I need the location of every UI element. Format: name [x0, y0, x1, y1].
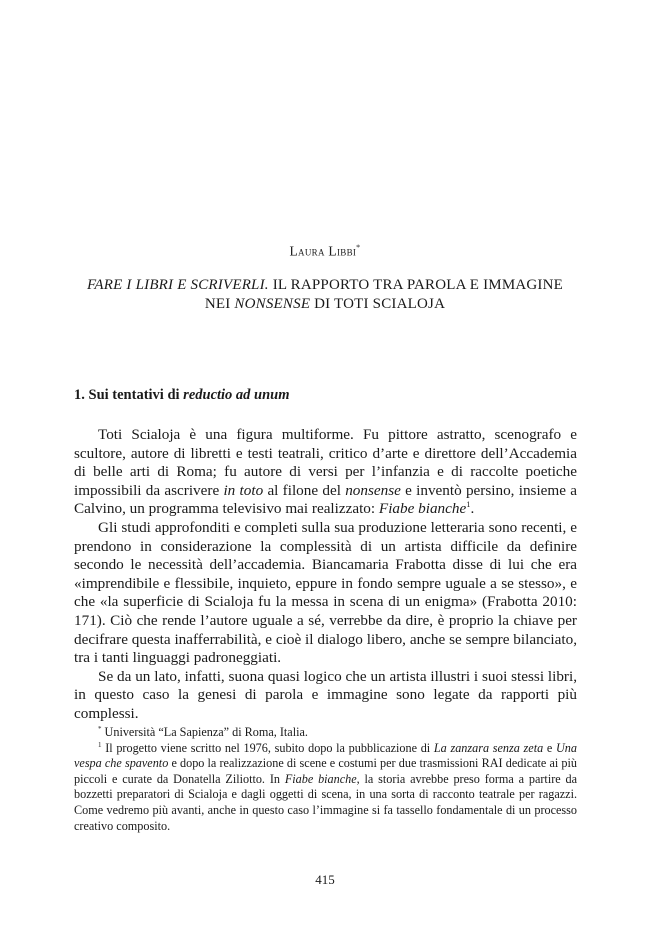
paragraph-3: Se da un lato, infatti, suona quasi logico che un artista illustri i suoi stessi libri, in questo caso la genesi di parola e immagine sono legate da rapporti più complessi.: [74, 667, 577, 722]
body-text: [74, 426, 577, 724]
fn1-text-a: Il progetto viene scritto nel 1976, subito dopo la pubblicazione di: [101, 740, 434, 755]
section-heading: [74, 387, 594, 404]
article-title: [60, 276, 590, 314]
section-heading-text: 1. Sui tentativi di: [74, 387, 184, 403]
footnote-star: [74, 725, 577, 741]
footnote-star-marker: *: [98, 724, 102, 733]
footnote-ref-1[interactable]: 1: [466, 499, 471, 510]
page-number: 415: [315, 872, 335, 887]
title-line-2-pre: NEI: [204, 296, 235, 312]
section-heading-italic: reductio ad unum: [183, 387, 290, 403]
p1-italic-fiabe: Fiabe bianche: [378, 500, 467, 518]
footnote-1: [74, 741, 577, 835]
fn1-text-c: e: [543, 740, 556, 755]
p1-text-g: .: [470, 500, 475, 518]
footnote-1-marker: 1: [98, 740, 102, 749]
fn1-italic-vespa: Una vespa che spavento: [74, 740, 577, 771]
paragraph-2: Gli studi approfonditi e completi sulla sua produzione letteraria sono recenti, e prendono in considerazione la complessità di un artista difficile da definire secondo le necessità dell’accademia. Biancamaria Frabotta disse di lui che era «imprendibile e flessibile, inquieto, eppure in fondo sempre uguale a se stesso», e che «la superficie di Scialoja fu la messa in scena di un enigma» (Frabotta 2010: 171). Ciò che rende l’autore uguale a sé, verrebbe da dire, è proprio la chiave per decifrare questa inafferrabilità, e cioè il dialogo libero, anche se sempre bilanciato, tra i tanti linguaggi padroneggiati.: [74, 518, 577, 667]
p1-text-e: e inventò persino, insieme a Calvino, un programma televisivo mai realizzato:: [74, 481, 577, 518]
footnote-star-text: Università “La Sapienza” di Roma, Italia.: [101, 725, 308, 739]
author-name-text: Laura Libbi: [289, 243, 357, 259]
fn1-text-e: e dopo la realizzazione di scene e costumi per due trasmissioni RAI dedicate ai più piccoli e curate da Donatella Ziliotto. In: [74, 756, 577, 786]
author-footnote-marker: *: [356, 243, 361, 252]
title-line-2-post: DI TOTI SCIALOJA: [310, 296, 446, 312]
p1-italic-in-toto: in toto: [223, 481, 264, 499]
fn1-text-g: , la storia avrebbe preso forma a partire da bozzetti preparatori di Scialoja e dagli oggetti di scena, in una sorta di racconto teatrale per ragazzi. Come vedremo più avanti, anche in questo caso l’immagine si fa tassello fondamentale di un processo creativo composito.: [74, 771, 578, 833]
fn1-italic-zanzara: La zanzara senza zeta: [433, 740, 544, 755]
title-line-2-italic: NONSENSE: [234, 296, 311, 312]
p1-italic-nonsense: nonsense: [345, 481, 401, 499]
title-line-1: [60, 276, 590, 295]
footnotes: [74, 725, 577, 834]
title-line-1-rest: IL RAPPORTO TRA PAROLA E IMMAGINE: [268, 277, 564, 293]
fn1-italic-fiabe: Fiabe bianche: [284, 771, 357, 786]
paragraph-1: [74, 426, 577, 519]
title-line-2: [60, 295, 590, 314]
p1-text-c: al filone del: [263, 481, 346, 499]
title-italic-part: FARE I LIBRI E SCRIVERLI.: [86, 277, 269, 293]
author-name: [0, 243, 650, 260]
p1-text-a: Toti Scialoja è una figura multiforme. Fu pittore astratto, scenografo e scultore, autore di libretti e testi teatrali, critico d’arte e direttore dell’Accademia di belle arti di Roma; fu autore di versi per l’infanzia e di raccolte poetiche impossibili da ascrivere: [74, 426, 577, 499]
